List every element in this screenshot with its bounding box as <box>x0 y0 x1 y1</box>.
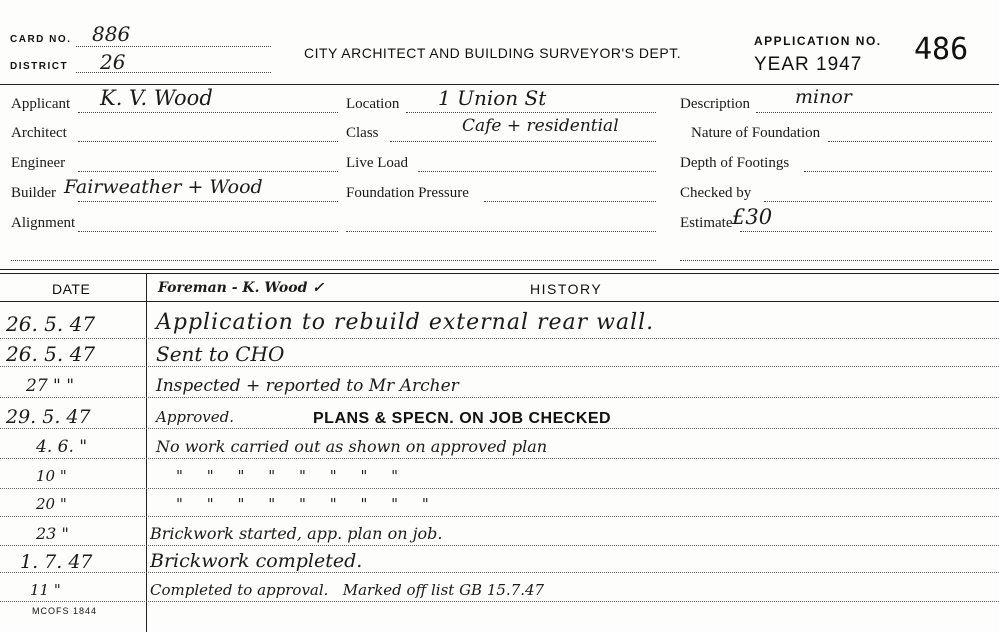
checked-by-label: Checked by <box>680 185 752 201</box>
department-title: CITY ARCHITECT AND BUILDING SURVEYOR'S DEPT. <box>304 45 682 61</box>
engineer-line <box>78 171 338 172</box>
row-history: Inspected + reported to Mr Archer <box>156 376 459 396</box>
right-blank-line <box>680 260 992 261</box>
depth-line <box>804 171 992 172</box>
row-line <box>0 601 999 602</box>
district-label: DISTRICT <box>10 61 69 72</box>
location-label: Location <box>346 96 400 112</box>
class-value: Cafe + residential <box>462 116 619 136</box>
table-header-bottom-rule <box>0 301 999 302</box>
year-label: YEAR 1947 <box>754 54 863 75</box>
row-date: 23 " <box>36 524 69 543</box>
row-date: 20 " <box>36 495 67 513</box>
description-label: Description <box>680 96 750 112</box>
table-top-rule-2 <box>0 273 999 274</box>
alignment-label: Alignment <box>11 215 76 231</box>
location-value: 1 Union St <box>438 86 547 110</box>
middle-blank-line <box>346 231 656 232</box>
row-date: 10 " <box>36 467 67 485</box>
plans-checked-stamp: PLANS & SPECN. ON JOB CHECKED <box>313 410 612 427</box>
architect-label: Architect <box>11 125 67 141</box>
application-no-label: APPLICATION NO. <box>754 34 882 48</box>
row-history: Completed to approval. Marked off list GB 15.7.47 <box>150 581 545 599</box>
row-history: Approved. <box>156 408 234 426</box>
row-date: 29. 5. 47 <box>6 406 91 428</box>
class-label: Class <box>346 125 379 141</box>
checked-line <box>764 201 992 202</box>
row-line <box>0 458 999 459</box>
row-history: Brickwork started, app. plan on job. <box>150 524 443 543</box>
description-line <box>756 112 992 113</box>
architect-line <box>78 141 338 142</box>
estimate-line <box>740 231 992 232</box>
location-line <box>406 112 656 113</box>
row-history: " " " " " " " " " <box>176 495 429 513</box>
history-header: HISTORY <box>530 281 603 297</box>
date-column-divider <box>146 273 147 632</box>
row-line <box>0 428 999 429</box>
district-value: 26 <box>100 50 126 74</box>
applicant-value: K. V. Wood <box>100 86 213 110</box>
foundation-pressure-label: Foundation Pressure <box>346 185 469 201</box>
nature-of-foundation-label: Nature of Foundation <box>691 125 821 141</box>
live-load-label: Live Load <box>346 155 409 171</box>
row-line <box>0 338 999 339</box>
row-history: Sent to CHO <box>156 342 285 366</box>
row-date: 26. 5. 47 <box>6 312 96 336</box>
card-no-value: 886 <box>92 22 131 46</box>
row-line <box>0 516 999 517</box>
estimate-value: £30 <box>732 205 773 229</box>
applicant-line <box>78 112 338 113</box>
row-history: Application to rebuild external rear wall. <box>156 310 655 335</box>
applicant-label: Applicant <box>11 96 71 112</box>
class-line <box>390 141 656 142</box>
foundation-pressure-line <box>484 201 656 202</box>
row-date: 27 " " <box>26 376 75 396</box>
description-value: minor <box>795 86 852 108</box>
card-no-line <box>76 46 271 47</box>
header-rule <box>0 84 999 85</box>
depth-of-footings-label: Depth of Footings <box>680 155 790 171</box>
row-line <box>0 366 999 367</box>
row-line <box>0 545 999 546</box>
form-code: MCOFS 1844 <box>32 606 98 616</box>
row-date: 1. 7. 47 <box>20 551 93 573</box>
builder-label: Builder <box>11 185 56 201</box>
engineer-label: Engineer <box>11 155 66 171</box>
row-line <box>0 572 999 573</box>
card-no-label: CARD NO. <box>10 34 72 45</box>
left-blank-line <box>11 260 656 261</box>
estimate-label: Estimate <box>680 215 733 231</box>
row-history: No work carried out as shown on approved plan <box>156 437 548 456</box>
date-header: DATE <box>52 281 91 297</box>
row-history: Brickwork completed. <box>150 550 363 572</box>
alignment-line <box>78 231 338 232</box>
district-line <box>76 72 271 73</box>
builder-value: Fairweather + Wood <box>64 176 263 198</box>
live-load-line <box>418 171 656 172</box>
row-line <box>0 488 999 489</box>
table-top-rule <box>0 269 999 270</box>
builder-line <box>78 201 338 202</box>
row-date: 4. 6. " <box>36 437 88 457</box>
row-line <box>0 397 999 398</box>
row-date: 11 " <box>30 581 61 599</box>
row-date: 26. 5. 47 <box>6 342 96 366</box>
nature-line <box>828 141 992 142</box>
row-history: " " " " " " " " <box>176 467 399 485</box>
foreman-note: Foreman - K. Wood ✓ <box>158 280 324 296</box>
application-number: 486 <box>914 32 969 67</box>
